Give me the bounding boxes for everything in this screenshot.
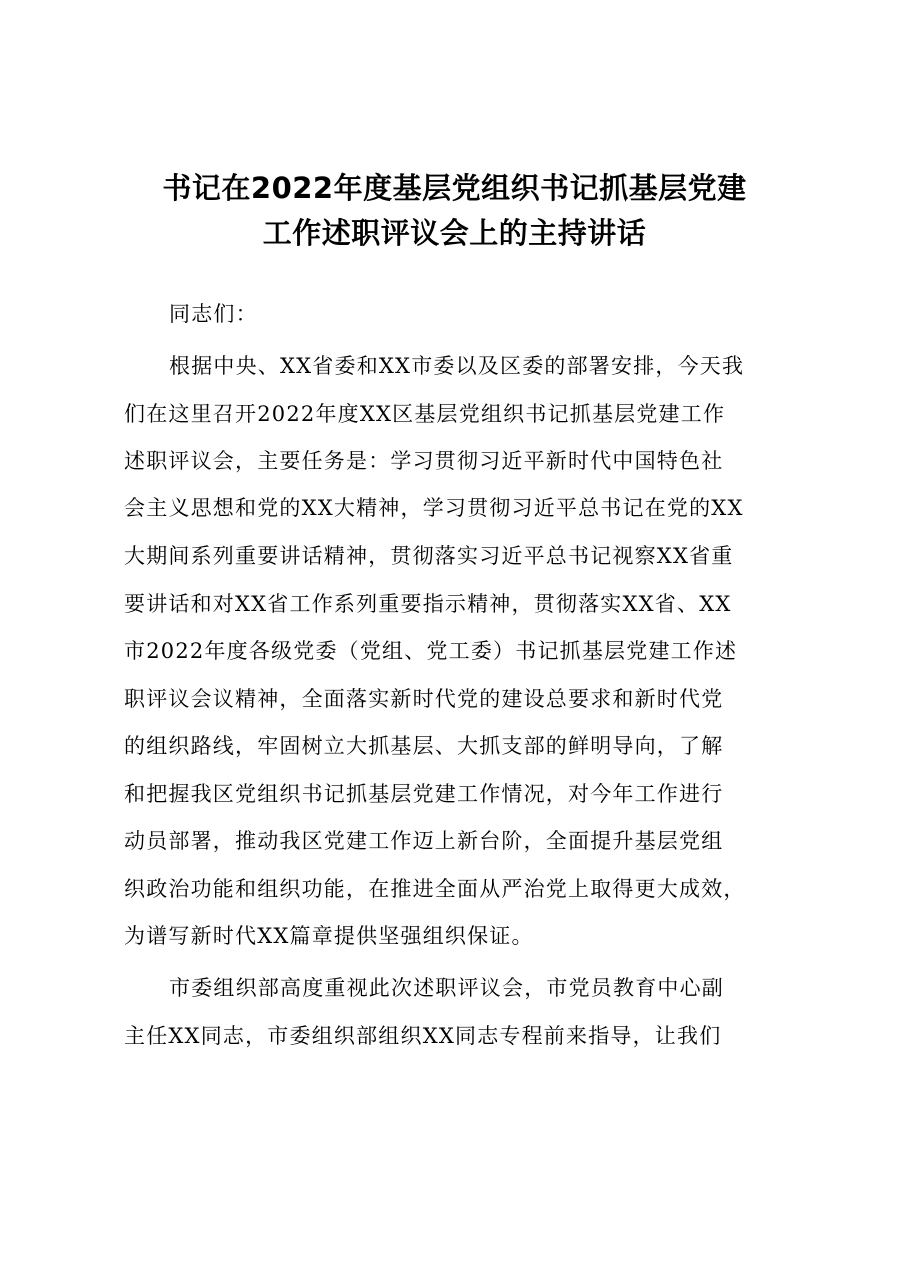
- paragraph-1-line: 为谱写新时代XX篇章提供坚强组织保证。: [124, 924, 534, 948]
- document-title-line-2: 工作述职评议会上的主持讲话: [262, 216, 647, 250]
- paragraph-1-line: 职评议会议精神，全面落实新时代党的建设总要求和新时代党: [124, 687, 724, 711]
- paragraph-1-line: 大期间系列重要讲话精神，贯彻落实习近平总书记视察XX省重: [124, 544, 734, 568]
- paragraph-1-line: 要讲话和对XX省工作系列重要指示精神，贯彻落实XX省、XX: [124, 592, 732, 616]
- document-title-line-1: 书记在2022年度基层党组织书记抓基层党建: [162, 171, 747, 205]
- paragraph-1-line: 的组织路线，牢固树立大抓基层、大抓支部的鲜明导向，了解: [124, 734, 724, 758]
- salutation: 同志们：: [169, 302, 258, 326]
- paragraph-1-line: 和把握我区党组织书记抓基层党建工作情况，对今年工作进行: [124, 782, 724, 806]
- paragraph-1-line: 述职评议会，主要任务是：学习贯彻习近平新时代中国特色社: [124, 449, 724, 473]
- paragraph-1-line: 会主义思想和党的XX大精神，学习贯彻习近平总书记在党的XX: [124, 496, 744, 520]
- paragraph-1-line: 动员部署，推动我区党建工作迈上新台阶，全面提升基层党组: [124, 829, 724, 853]
- paragraph-1-line: 根据中央、XX省委和XX市委以及区委的部署安排，今天我: [169, 354, 745, 378]
- paragraph-1-line: 市2022年度各级党委（党组、党工委）书记抓基层党建工作述: [124, 639, 738, 663]
- paragraph-1-line: 织政治功能和组织功能，在推进全面从严治党上取得更大成效，: [124, 877, 746, 901]
- paragraph-1-line: 们在这里召开2022年度XX区基层党组织书记抓基层党建工作: [124, 402, 726, 426]
- paragraph-2-line: 市委组织部高度重视此次述职评议会，市党员教育中心副: [169, 976, 724, 1000]
- paragraph-2-line: 主任XX同志，市委组织部组织XX同志专程前来指导，让我们: [124, 1024, 722, 1048]
